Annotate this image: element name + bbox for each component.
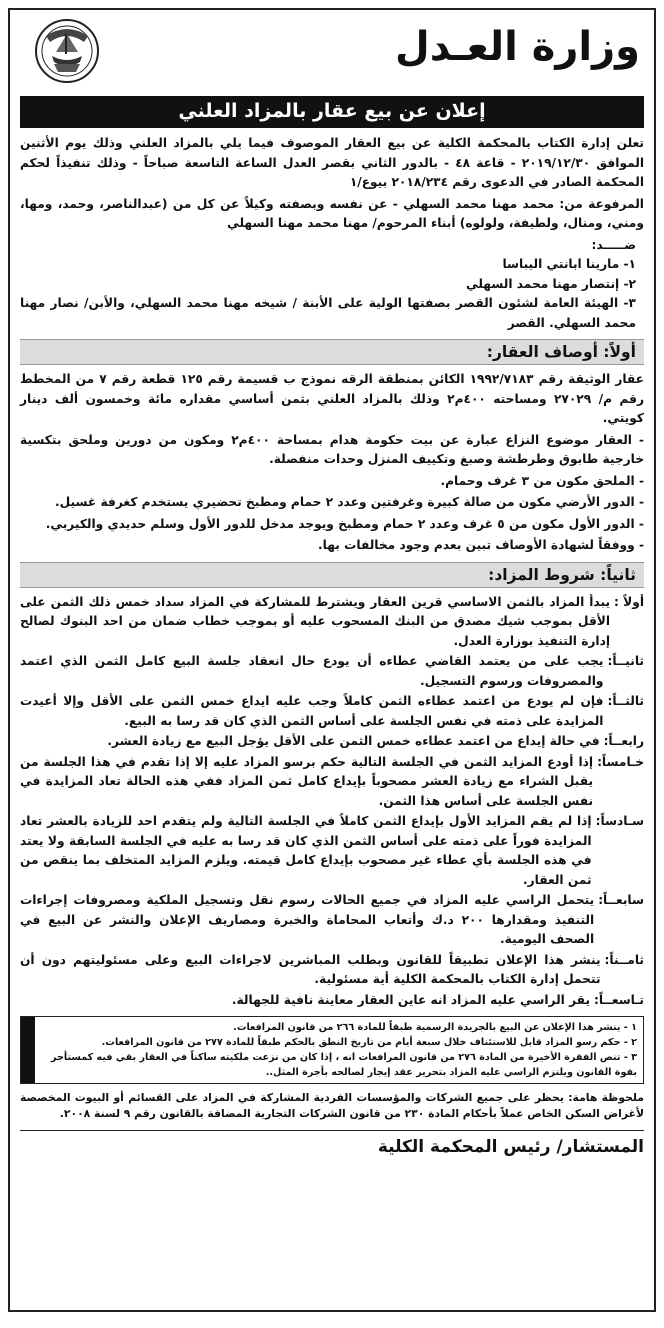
intro-paragraph: تعلن إدارة الكتاب بالمحكمة الكلية عن بيع العقار الموصوف فيما يلي بالمزاد العلني وذلك يوم الأثنين الموافق ٢٠١٩/١٢/٣٠ - قاعة ٤٨ - بالدور الثاني بقصر العدل الساعة التاسعة صباحاً - وذلك تنفيذاً لحكم المحكمة الصادر في الدعوى رقم ٢٠١٨/٢٣٤ بيوع/١ (20, 136, 645, 189)
condition-label: ثالثــاً: (607, 694, 644, 708)
condition-text: يجب على من يعتمد القاضي عطاءه أن يودع حال انعقاد جلسة البيع كامل الثمن الذي اعتمد والمصروفات ورسوم التسجيل. (20, 654, 604, 688)
condition-label: رابعــاً: (603, 734, 644, 748)
against-label: ضـــــد: (591, 237, 636, 252)
condition-item (20, 891, 644, 950)
condition-item (20, 753, 644, 812)
important-note: ملحوظة هامة: يحظر على جميع الشركات والمؤسسات الفردية المشاركة في المزاد على القسائم أو البيوت المخصصة لأغراض السكن الخاص عملاً بأحكام المادة ٢٣٠ من قانون الشركات التجارية المضافة بالقانون رقم ٩ لسنة ٢٠٠٨. (20, 1091, 644, 1120)
defendant-item: ٢- إنتصار مهنا محمد السهلي (465, 276, 636, 291)
property-paragraph: - الملحق مكون من ٣ غرف وحمام. (440, 473, 644, 488)
legal-note: ٢ - حكم رسو المزاد قابل للاستئناف خلال سبعة أيام من تاريخ النطق بالحكم طبقاً للمادة ٢٧٧ من قانون المرافعات. (101, 1037, 637, 1048)
condition-item (20, 951, 644, 990)
condition-label: سـادساً: (595, 814, 644, 828)
plaintiffs-paragraph: المرفوعة من: محمد مهنا محمد السهلي - عن نفسه وبصفته وكيلاً عن كل من (عبدالناصر، وحمد، ومها، ومني، ومنال، ولطيفة، ولولوه) أبناء المرحوم/ مهنا محمد مهنا السهلي (20, 196, 644, 230)
notes-side-bar (21, 1017, 35, 1083)
property-paragraph: - الدور الأول مكون من ٥ غرف وعدد ٢ حمام ومطبخ ويوجد مدخل للدور الأول وسلم حديدي والكيربي. (45, 516, 644, 531)
defendant-item: ٣- الهيئة العامة لشئون القصر بصفتها الولية على الأبنة / شيخه مهنا محمد السهلي، والأبن/ نصار مهنا محمد السهلي. القصر (20, 296, 636, 330)
condition-text: يبدأ المزاد بالثمن الاساسي قرين العقار ويشترط للمشاركة في المزاد سداد خمس ذلك الثمن على الأقل بموجب شيك مصدق من البنك المسحوب عليه أو بموجب خطاب ضمان من احد البنوك لصالح إدارة التنفيذ بوزارة العدل. (20, 594, 611, 648)
defendants-block (20, 236, 644, 334)
condition-text: في حالة إيداع من اعتمد عطاءه خمس الثمن على الأقل يؤجل البيع مع زيادة العشر. (107, 734, 600, 748)
property-paragraph: - العقار موضوع النزاع عبارة عن بيت حكومة هدام بمساحة ٤٠٠م٢ ومكون من دورين وملحق بتكسية خارجية طابوق وطرطشة وصبغ وتكييف المنزل وحدات منفصلة. (20, 432, 644, 466)
condition-label: أولاً : (614, 594, 644, 609)
condition-text: إذا لم يقم المزايد الأول بإيداع الثمن كاملاً في الجلسة التالية ولم يتقدم احد للزيادة بالعشر تعاد المزايدة فوراً على ذمته على أساس الثمن الذي كان قد رسا به عليه في الجلسة السابقة ولا يعتد في هذه الجلسة بأي عطاء غير مصحوب بإيداع كامل قيمته. ويلزم المزايد المتخلف بما ينقص من ثمن العقار. (20, 814, 592, 887)
legal-note: ٣ - تنص الفقرة الأخيرة من المادة ٢٧٦ من قانون المرافعات انه ، إذا كان من نزعت ملكيته ساكناً في العقار بقي فيه كمستأجر بقوة القانون ويلتزم الراسي عليه المزاد بتحرير عقد إيجار لصالحه بأجرة المثل.. (51, 1052, 637, 1078)
condition-item (20, 593, 644, 652)
section-property-heading: أولاً: أوصاف العقار: (20, 339, 644, 365)
defendant-item: ١- مارينا ابانتي اليباسا (502, 257, 636, 271)
condition-item (20, 812, 644, 890)
legal-notes-box (20, 1016, 644, 1084)
condition-text: يقر الراسي عليه المزاد انه عاين العقار معاينة نافية للجهالة. (231, 992, 591, 1007)
condition-label: ثامــناً: (604, 952, 644, 967)
condition-text: فإن لم يودع من اعتمد عطاءه الثمن كاملاً وجب عليه ايداع خمس الثمن على الأقل وإلا أعيدت المزايدة على ذمته في نفس الجلسة على أساس الثمن الذي كان قد رسا به البيع. (20, 694, 604, 728)
kuwait-emblem-icon (34, 18, 100, 84)
property-paragraph: - ووفقاً لشهادة الأوصاف تبين بعدم وجود مخالفات بها. (318, 538, 644, 552)
legal-notes-body (35, 1017, 643, 1083)
legal-note: ١ - ينشر هذا الإعلان عن البيع بالجريدة الرسمية طبقاً للمادة ٢٦٦ من قانون المرافعات. (233, 1022, 637, 1033)
condition-label: ثانيــاً: (607, 654, 644, 668)
condition-text: يتحمل الراسي عليه المزاد في جميع الحالات رسوم نقل وتسجيل الملكية ومصروفات إجراءات التنفيذ ومقدارها ٢٠٠ د.ك وأتعاب المحاماة والخبرة ومصاريف الإعلان والنشر عن البيع في الصحف اليومية. (20, 893, 595, 946)
condition-item (20, 732, 644, 752)
condition-item (20, 991, 644, 1011)
court-announcement (8, 8, 656, 1312)
ministry-title: وزارة العـدل (395, 24, 640, 70)
header (20, 14, 644, 96)
property-paragraph: - الدور الأرضي مكون من صالة كبيرة وغرفتين وعدد ٢ حمام ومطبخ تحضيري يستخدم كغرفة غسيل. (55, 495, 644, 509)
condition-item (20, 652, 644, 691)
announcement-banner: إعلان عن بيع عقار بالمزاد العلني (20, 96, 644, 128)
section-conditions-heading: ثانياً: شروط المزاد: (20, 562, 644, 588)
condition-text: إذا أودع المزايد الثمن في الجلسة التالية حكم برسو المزاد عليه إلا إذا تقدم في هذا الجلسة من يقبل الشراء مع زيادة العشر مصحوباً بإيداع كامل ثمن المزاد ففي هذه الحالة تعاد المزايدة في نفس الجلسة على أساس هذا الثمن. (20, 754, 594, 808)
signature: المستشار/ رئيس المحكمة الكلية (20, 1130, 644, 1157)
condition-item (20, 692, 644, 731)
property-paragraph: عقار الوثيقة رقم ١٩٩٢/٧١٨٣ الكائن بمنطقة الرقه نموذج ب قسيمة رقم ١٢٥ قطعة رقم ٧ من المخطط رقم م/ ٢٧٠٢٩ ومساحته ٤٠٠م٢ وذلك بالمزاد العلني بثمن أساسي مقداره مائة وخمسون ألف دينار كويتي. (20, 372, 645, 425)
condition-label: تـاسعــاً: (594, 992, 644, 1007)
condition-label: سابعــاً: (598, 893, 644, 907)
condition-text: ينشر هذا الإعلان تطبيقاً للقانون وبطلب المباشرين لاجراءات البيع وعلى مسئوليتهم دون أن تتحمل إدارة الكتاب بالمحكمة الكلية أية مسئولية. (20, 952, 601, 986)
condition-label: خـامساً: (597, 754, 644, 769)
